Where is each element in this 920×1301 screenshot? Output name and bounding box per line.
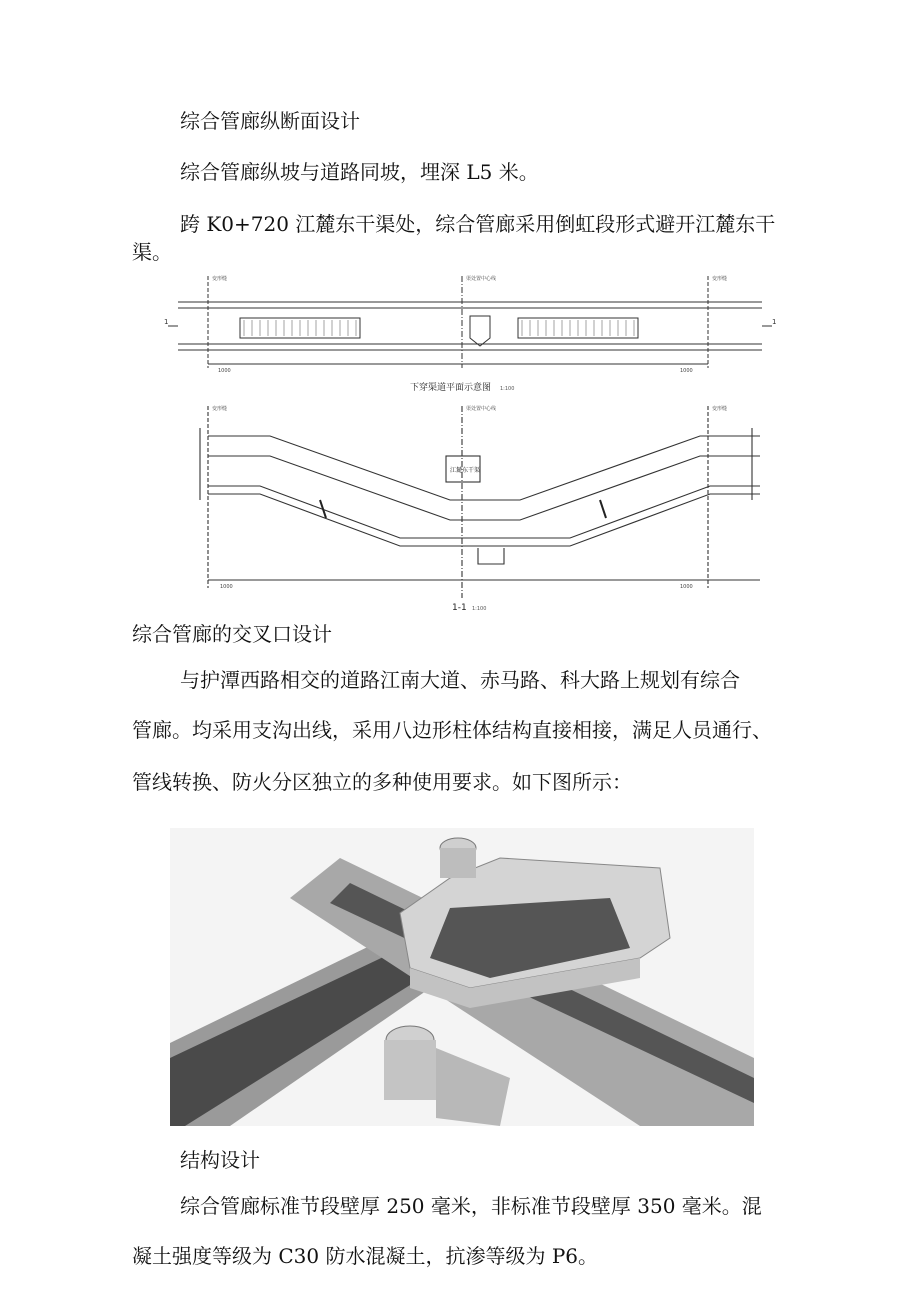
section-title: 1-1	[452, 603, 467, 613]
plan-title: 下穿渠道平面示意图	[410, 383, 492, 393]
heading-intersection-design: 综合管廊的交叉口设计	[132, 622, 332, 646]
inverted-siphon-drawing	[160, 268, 780, 618]
profile-left-joint-label: 变形缝	[212, 406, 228, 412]
plan-dim-left: 1000	[218, 368, 231, 374]
plan-left-joint-label: 变形缝	[212, 276, 228, 282]
plan-scale: 1:100	[500, 386, 515, 392]
profile-center-label: 渠处置中心线	[466, 406, 497, 412]
section-scale: 1:100	[472, 606, 487, 612]
paragraph-crossing-line1: 跨 K0+720 江麓东干渠处，综合管廊采用倒虹段形式避开江麓东干	[180, 212, 776, 236]
canal-label: 江麓东干渠	[450, 467, 481, 474]
paragraph-intersection-line3: 管线转换、防火分区独立的多种使用要求。如下图所示：	[132, 770, 632, 794]
plan-section-mark-left: 1	[164, 318, 169, 326]
plan-dim-right: 1000	[680, 368, 693, 374]
plan-right-joint-label: 变形缝	[712, 276, 728, 282]
paragraph-crossing-line2: 渠。	[132, 240, 172, 264]
plan-center-label: 渠处置中心线	[466, 276, 497, 282]
paragraph-structure-line1: 综合管廊标准节段壁厚 250 毫米，非标准节段壁厚 350 毫米。混	[180, 1194, 762, 1218]
paragraph-intersection-line1: 与护潭西路相交的道路江南大道、赤马路、科大路上规划有综合	[180, 668, 740, 692]
paragraph-slope: 综合管廊纵坡与道路同坡，埋深 L5 米。	[180, 160, 539, 184]
heading-structure-design: 结构设计	[180, 1148, 260, 1172]
plan-section-mark-right: 1	[772, 318, 777, 326]
profile-right-joint-label: 变形缝	[712, 406, 728, 412]
paragraph-intersection-line2: 管廊。均采用支沟出线，采用八边形柱体结构直接相接，满足人员通行、	[132, 718, 772, 742]
profile-dim-left: 1000	[220, 584, 233, 590]
profile-dim-right: 1000	[680, 584, 693, 590]
octagonal-junction-rendering	[170, 828, 754, 1126]
paragraph-structure-line2: 凝土强度等级为 C30 防水混凝土，抗渗等级为 P6。	[132, 1244, 599, 1268]
heading-longitudinal-design: 综合管廊纵断面设计	[180, 109, 360, 133]
